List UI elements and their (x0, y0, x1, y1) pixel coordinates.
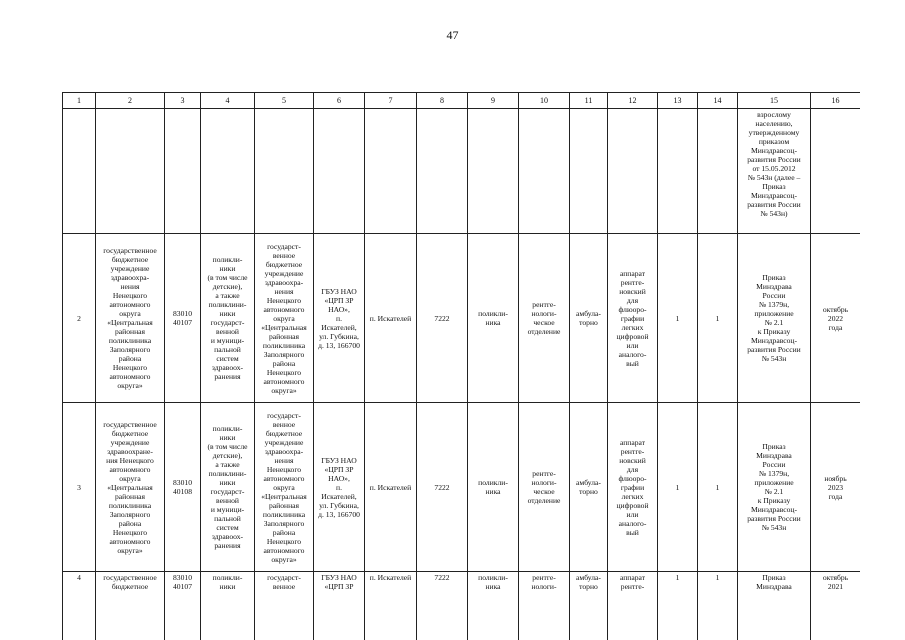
table-cell (255, 109, 314, 234)
equipment-cell: аппарат рентге- новский для флюоро- графии легких цифровой или аналого- вый (608, 234, 658, 403)
table-cell (608, 109, 658, 234)
legal-basis-text: взрослому населению, утвержденному приказом Минздравсоц- развития России от 15.05.2012 № 543н (далее – Приказ Минздравсоц- развития России № 543н) (747, 110, 801, 218)
table-cell (417, 109, 468, 234)
locality-cell: п. Искателей (365, 403, 417, 572)
legal-basis-cell: Приказ Минздрава (738, 572, 811, 640)
continuation-row (63, 109, 861, 234)
table-row (63, 572, 861, 640)
legal-basis-cell: Приказ Минздрава России № 1379н, приложение № 2.1 к Приказу Минздравсоц- развития России № 543н (738, 403, 811, 572)
care-mode-cell: амбула- торно (570, 572, 608, 640)
table-cell (698, 109, 738, 234)
department-cell: рентге- нологи- ческое отделение (519, 234, 570, 403)
unit-type-cell: поликли- ника (468, 572, 519, 640)
count-cell: 1 (698, 403, 738, 572)
header-cell: 1 (63, 93, 96, 109)
facility-type-cell: поликли- ники (в том числе детские), а также поликлини- ники государст- венной и муници- пальной систем здравоох- ранения (201, 234, 255, 403)
table-cell (165, 109, 201, 234)
organization-cell: государственное бюджетное учреждение здравоохране- ния Ненецкого автономного округа «Центральная районная поликлиника Заполярного района Ненецкого автономного округа» (96, 403, 165, 572)
table-cell (96, 109, 165, 234)
header-cell: 4 (201, 93, 255, 109)
date-cell: ноябрь 2023 года (811, 403, 861, 572)
table-cell (314, 109, 365, 234)
address-cell: ГБУЗ НАО «ЦРП ЗР НАО», п. Искателей, ул. Губкина, д. 13, 166700 (314, 403, 365, 572)
legal-basis-cell: Приказ Минздрава России № 1379н, приложение № 2.1 к Приказу Минздравсоц- развития России № 543н (738, 234, 811, 403)
header-cell: 2 (96, 93, 165, 109)
table-cell (519, 109, 570, 234)
header-cell: 11 (570, 93, 608, 109)
department-cell: рентге- нологи- (519, 572, 570, 640)
header-cell: 9 (468, 93, 519, 109)
count-cell: 1 (658, 403, 698, 572)
header-cell: 10 (519, 93, 570, 109)
continuation-legal-basis-cell (738, 109, 811, 234)
count-cell: 1 (698, 234, 738, 403)
care-mode-cell: амбула- торно (570, 403, 608, 572)
code-cell: 83010 40108 (165, 403, 201, 572)
page-number: 47 (446, 28, 459, 42)
table-cell (570, 109, 608, 234)
registry-table (62, 92, 860, 640)
count-cell: 1 (658, 572, 698, 640)
header-cell: 13 (658, 93, 698, 109)
row-number-cell: 3 (63, 403, 96, 572)
table-cell (201, 109, 255, 234)
population-cell: 7222 (417, 234, 468, 403)
department-cell: рентге- нологи- ческое отделение (519, 403, 570, 572)
population-cell: 7222 (417, 572, 468, 640)
facility-name-cell: государст- венное (255, 572, 314, 640)
count-cell: 1 (658, 234, 698, 403)
header-cell: 15 (738, 93, 811, 109)
population-cell: 7222 (417, 403, 468, 572)
header-cell: 12 (608, 93, 658, 109)
organization-cell: государственное бюджетное учреждение здравоохра- нения Ненецкого автономного округа «Центральная районная поликлиника Заполярного района Ненецкого автономного округа» (96, 234, 165, 403)
organization-cell: государственное бюджетное (96, 572, 165, 640)
table-cell (63, 109, 96, 234)
equipment-cell: аппарат рентге- (608, 572, 658, 640)
table-cell (811, 109, 861, 234)
table-cell (468, 109, 519, 234)
header-cell: 14 (698, 93, 738, 109)
table-cell (658, 109, 698, 234)
header-cell: 6 (314, 93, 365, 109)
table-row (63, 234, 861, 403)
header-cell: 7 (365, 93, 417, 109)
care-mode-cell: амбула- торно (570, 234, 608, 403)
facility-type-cell: поликли- ники (в том числе детские), а также поликлини- ники государст- венной и муници- пальной систем здравоох- ранения (201, 403, 255, 572)
header-row (63, 93, 861, 109)
date-cell: октябрь 2021 (811, 572, 861, 640)
table-row (63, 403, 861, 572)
facility-name-cell: государст- венное бюджетное учреждение здравоохра- нения Ненецкого автономного округа «Центральная районная поликлиника Заполярного района Ненецкого автономного округа» (255, 403, 314, 572)
table-cell (365, 109, 417, 234)
code-cell: 83010 40107 (165, 572, 201, 640)
locality-cell: п. Искателей (365, 572, 417, 640)
registry-table-container (62, 92, 860, 640)
code-cell: 83010 40107 (165, 234, 201, 403)
row-number-cell: 4 (63, 572, 96, 640)
address-cell: ГБУЗ НАО «ЦРП ЗР (314, 572, 365, 640)
header-cell: 5 (255, 93, 314, 109)
header-cell: 16 (811, 93, 861, 109)
locality-cell: п. Искателей (365, 234, 417, 403)
unit-type-cell: поликли- ника (468, 234, 519, 403)
facility-name-cell: государст- венное бюджетное учреждение здравоохра- нения Ненецкого автономного округа «Центральная районная поликлиника Заполярного района Ненецкого автономного округа» (255, 234, 314, 403)
header-cell: 3 (165, 93, 201, 109)
header-cell: 8 (417, 93, 468, 109)
unit-type-cell: поликли- ника (468, 403, 519, 572)
row-number-cell: 2 (63, 234, 96, 403)
count-cell: 1 (698, 572, 738, 640)
date-cell: октябрь 2022 года (811, 234, 861, 403)
facility-type-cell: поликли- ники (201, 572, 255, 640)
equipment-cell: аппарат рентге- новский для флюоро- графии легких цифровой или аналого- вый (608, 403, 658, 572)
address-cell: ГБУЗ НАО «ЦРП ЗР НАО», п. Искателей, ул. Губкина, д. 13, 166700 (314, 234, 365, 403)
